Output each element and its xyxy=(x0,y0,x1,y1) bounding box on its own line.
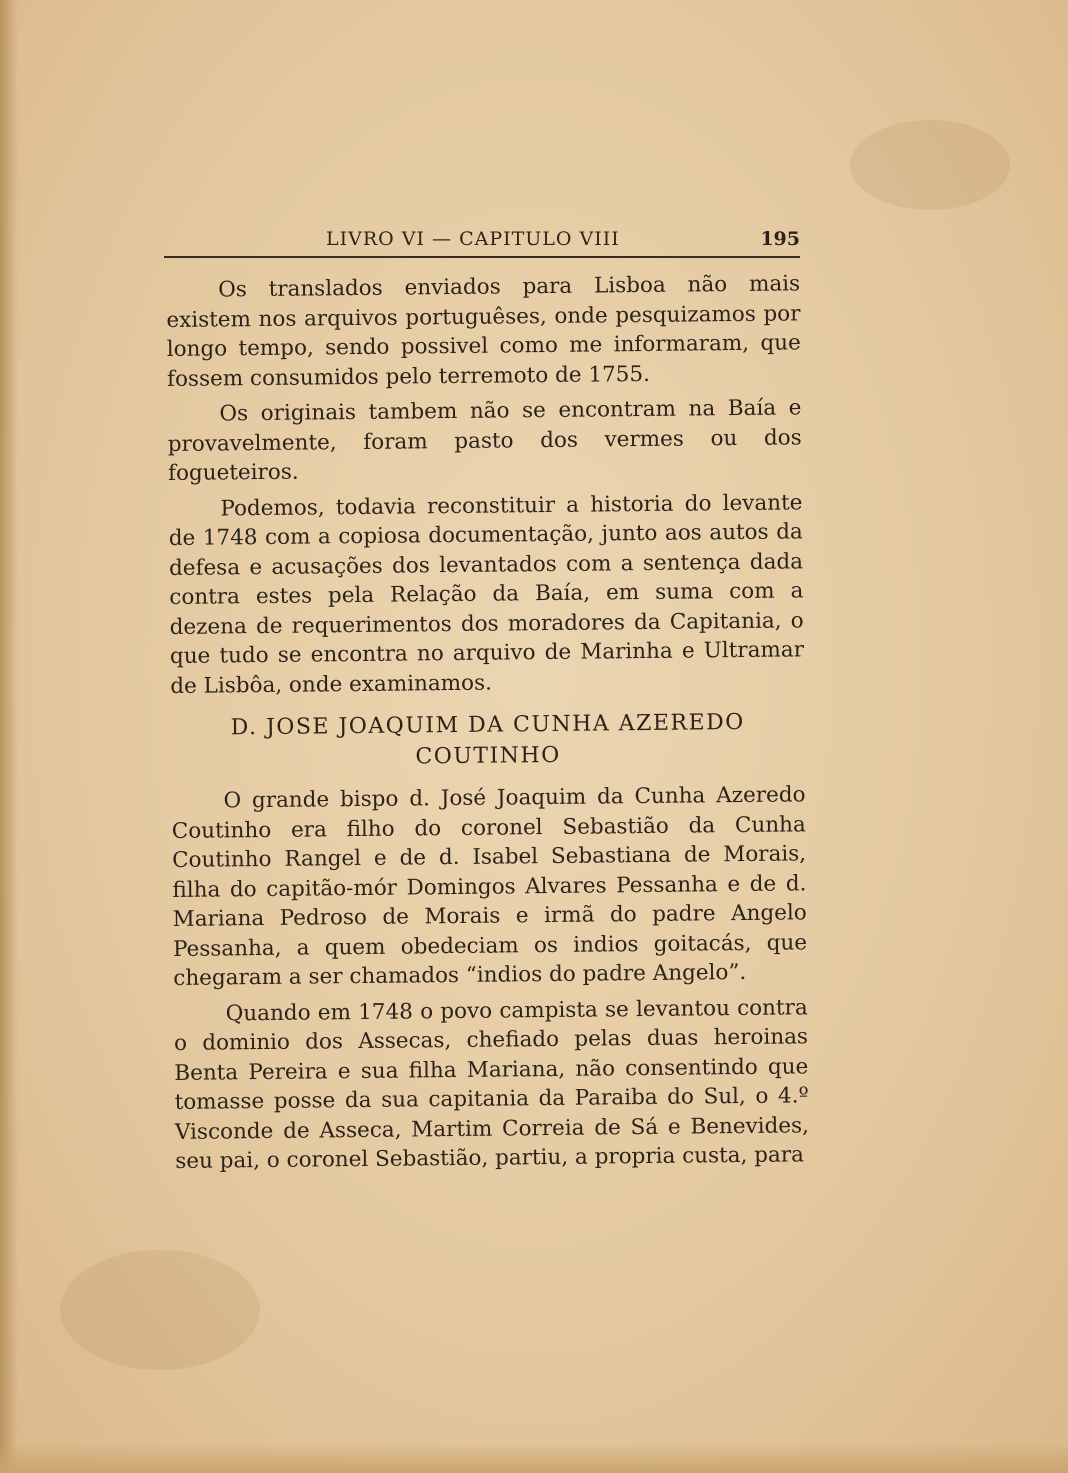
running-header xyxy=(164,226,800,258)
section-heading-line: D. JOSE JOAQUIM DA CUNHA AZEREDO xyxy=(230,709,745,741)
paper-stain xyxy=(850,120,1010,210)
page-edge-shadow-bottom xyxy=(0,1443,1068,1473)
page-number: 195 xyxy=(760,228,800,250)
body-text xyxy=(166,269,809,1182)
page-edge-shadow-left xyxy=(0,0,18,1473)
paragraph: Os translados enviados para Lisboa não mais existem nos arquivos portuguêses, onde pesquizamos por longo tempo, sendo possivel como me informaram, que fossem consumidos pelo terremoto de 1755. xyxy=(166,271,801,392)
paragraph: Quando em 1748 o povo campista se levantou contra o dominio dos Assecas, chefiado pelas duas heroinas Benta Pereira e sua filha Mariana, não consentindo que tomasse posse da sua capitania da Paraiba do Sul, o 4.º Visconde de Asseca, Martim Correia de Sá e Benevides, seu pai, o coronel Sebastião, partiu, a propria custa, para xyxy=(173,994,810,1174)
paragraph: Podemos, todavia reconstituir a historia do levante de 1748 com a copiosa documentação, junto aos autos da defesa e acusações dos levantados com a sentença dada contra estes pela Relação da Baía, em suma com a dezena de requerimentos dos moradores da Capitania, o que tudo se encontra no arquivo de Marinha e Ultramar de Lisbôa, onde examinamos. xyxy=(168,489,805,699)
paragraph: Os originais tambem não se encontram na Baía e provavelmente, foram pasto dos vermes ou dos fogueteiros. xyxy=(167,395,802,486)
section-heading xyxy=(171,706,806,775)
header-title: LIVRO VI — CAPITULO VIII xyxy=(326,228,620,250)
paper-stain xyxy=(60,1250,260,1370)
section-heading-line: COUTINHO xyxy=(415,742,561,770)
paragraph: O grande bispo d. José Joaquim da Cunha Azeredo Coutinho era filho do coronel Sebastião da Cunha Coutinho Rangel e de d. Isabel Sebastiana de Morais, filha do capitão-mór Domingos Alvares Pessanha e de d. Mariana Pedroso de Morais e irmã do padre Angelo Pessanha, a quem obedeciam os indios goitacás, que chegaram a ser chamados “indios do padre Angelo”. xyxy=(171,782,808,991)
